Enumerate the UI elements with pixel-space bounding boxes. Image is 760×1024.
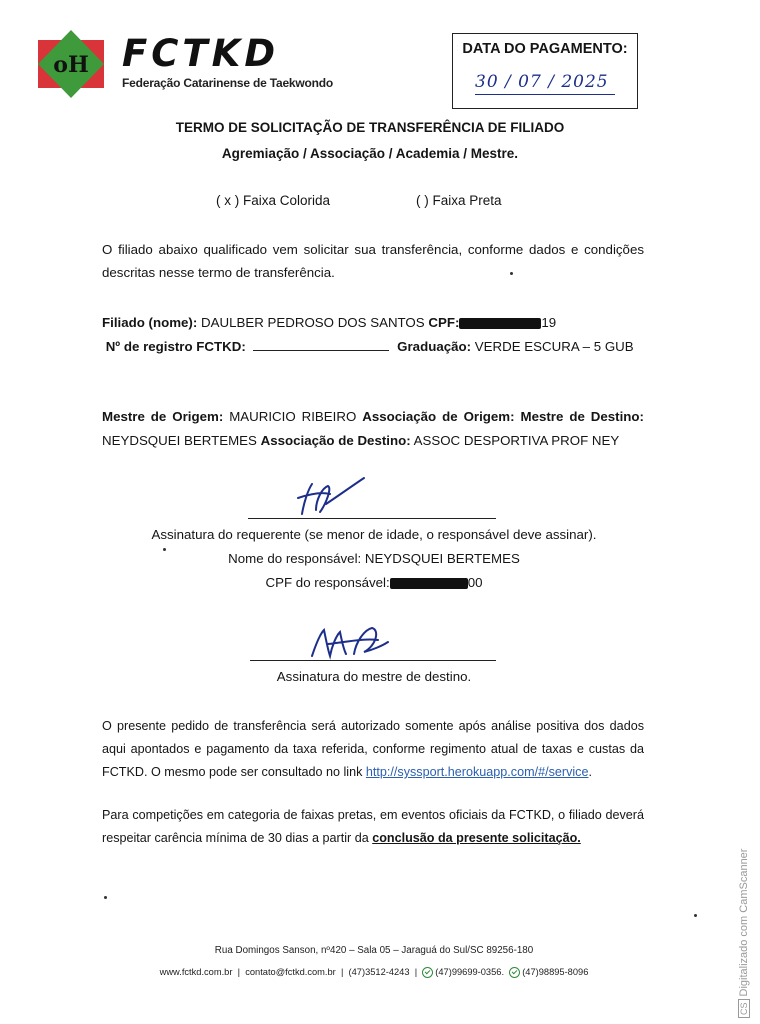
- option-faixa-colorida: ( x ) Faixa Colorida: [216, 193, 331, 208]
- fctkd-logo-icon: [38, 30, 104, 98]
- camscanner-text: Digitalizado com CamScanner: [738, 848, 750, 997]
- assoc-destino-value: ASSOC DESPORTIVA PROF NEY: [413, 432, 620, 448]
- graduacao-value: VERDE ESCURA – 5 GUB: [474, 338, 634, 354]
- assoc-destino-label: Associação de Destino:: [260, 432, 411, 448]
- competicoes-emphasis: conclusão da presente solicitação.: [372, 831, 581, 845]
- whatsapp-icon: [422, 967, 433, 978]
- graduacao-label: Graduação:: [397, 338, 472, 354]
- camscanner-logo-icon: CS: [738, 999, 750, 1018]
- footer-whatsapp-2: (47)98895-8096: [522, 967, 589, 977]
- footer-contacts: www.fctkd.com.br | contato@fctkd.com.br | (47)3512-4243 | (47)99699-0356. (47)98895-8096: [159, 967, 589, 977]
- brand-block: [122, 34, 333, 90]
- responsavel-cpf-redaction: [390, 578, 468, 589]
- autorizacao-paragraph: [102, 715, 644, 784]
- scan-speck: [510, 272, 513, 275]
- filiado-section: [102, 311, 644, 358]
- requerente-signature: [286, 474, 370, 520]
- responsavel-cpf: [0, 575, 748, 590]
- whatsapp-icon: [509, 967, 520, 978]
- responsavel-cpf-label: CPF do responsável:: [265, 575, 390, 590]
- document-subtitle: Agremiação / Associação / Academia / Mestre.: [221, 146, 519, 161]
- competicoes-paragraph: [102, 804, 644, 850]
- payment-date-underline: [475, 94, 615, 95]
- footer-phone: (47)3512-4243: [348, 967, 410, 977]
- requerente-signature-caption: Assinatura do requerente (se menor de idade, o responsável deve assinar).: [151, 527, 597, 542]
- brand-name: FCTKD: [122, 32, 280, 75]
- mestre-origem-value: MAURICIO RIBEIRO: [229, 409, 357, 424]
- footer-address: Rua Domingos Sanson, nº420 – Sala 05 – Jaraguá do Sul/SC 89256-180: [214, 945, 534, 956]
- cpf-redaction: [459, 318, 541, 329]
- cpf-suffix: 19: [541, 315, 557, 330]
- payment-date-label: DATA DO PAGAMENTO:: [462, 41, 628, 57]
- registro-blank-line: [253, 338, 389, 351]
- scan-speck: [694, 914, 697, 917]
- scan-speck: [104, 896, 107, 899]
- svg-text:oH: oH: [53, 52, 89, 78]
- assoc-origem-label: Associação de Origem:: [362, 409, 515, 424]
- filiado-name: DAULBER PEDROSO DOS SANTOS: [201, 315, 425, 330]
- mestre-signature-caption: Assinatura do mestre de destino.: [276, 669, 472, 684]
- registro-label: Nº de registro FCTKD:: [105, 338, 246, 354]
- brand-subtitle: Federação Catarinense de Taekwondo: [122, 76, 334, 90]
- footer-email: contato@fctkd.com.br: [245, 967, 336, 977]
- footer-website: www.fctkd.com.br: [159, 967, 233, 977]
- cpf-label: CPF:: [428, 315, 460, 330]
- filiado-label: Filiado (nome):: [102, 315, 198, 330]
- autorizacao-text: O presente pedido de transferência será autorizado somente após análise positiva dos dados aqui apontados e pagamento da taxa referida, conforme regimento atual de taxas e custas da FCTKD. O mesmo pode ser consultado no link: [102, 719, 644, 779]
- intro-paragraph: O filiado abaixo qualificado vem solicitar sua transferência, conforme dados e condições descritas nesse termo de transferência.: [102, 242, 644, 280]
- footer-whatsapp-1: (47)99699-0356.: [435, 967, 505, 977]
- autorizacao-tail: .: [588, 765, 592, 779]
- option-faixa-preta: ( ) Faixa Preta: [416, 193, 502, 208]
- payment-date-box: [452, 33, 638, 109]
- payment-date-value: 30 / 07 / 2025: [475, 72, 609, 92]
- mestre-origem-label: Mestre de Origem:: [102, 409, 224, 424]
- document-title: TERMO DE SOLICITAÇÃO DE TRANSFERÊNCIA DE FILIADO: [175, 120, 565, 135]
- competicoes-text: Para competições em categoria de faixas pretas, em eventos oficiais da FCTKD, o filiado deverá respeitar carência mínima de 30 dias a partir da: [102, 808, 644, 845]
- mestre-signature-line: [250, 660, 496, 661]
- requerente-signature-line: [248, 518, 496, 519]
- service-link[interactable]: http://syssport.herokuapp.com/#/service: [365, 765, 589, 779]
- mestres-section: [102, 405, 644, 452]
- mestre-destino-value: NEYDSQUEI BERTEMES: [102, 432, 257, 448]
- mestre-signature: [306, 620, 392, 662]
- scan-speck: [163, 548, 166, 551]
- mestre-destino-label: Mestre de Destino:: [520, 409, 644, 424]
- camscanner-watermark: [738, 849, 750, 1018]
- responsavel-cpf-suffix: 00: [467, 575, 483, 590]
- responsavel-name: Nome do responsável: NEYDSQUEI BERTEMES: [228, 551, 520, 566]
